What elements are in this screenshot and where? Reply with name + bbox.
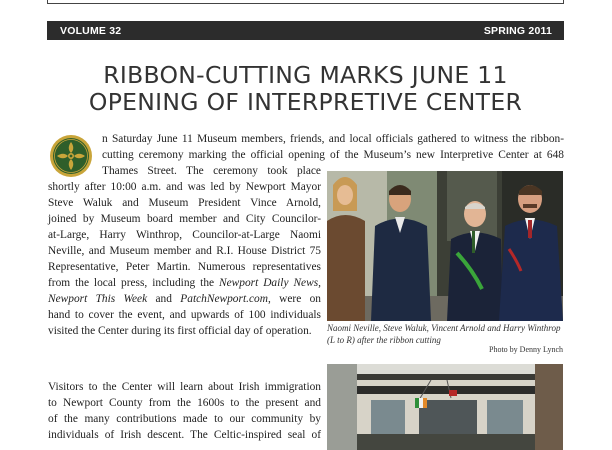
article-line: from the local press, including the Newport Daily News, <box>48 277 321 289</box>
ribbon-cutting-photo <box>327 171 563 321</box>
article-line: of the many contributions made to our community by <box>48 413 321 425</box>
photo-caption: Naomi Neville, Steve Waluk, Vincent Arnold and Harry Winthrop (L to R) after the ribbon cutting <box>327 323 561 345</box>
article-line: joined by Museum board member and City Councilor- <box>48 213 321 225</box>
article-paragraph-2 <box>48 379 321 443</box>
article-line: Representative, Peter Martin. Numerous representatives <box>48 261 321 273</box>
article-line: Visitors to the Center will learn about Irish immigration <box>48 381 321 393</box>
article-line: Steve Waluk and Museum President Vince Arnold, <box>48 197 321 209</box>
article-line: n Saturday June 11 Museum members, friends, and local officials gathered to witness the ribbon- <box>102 133 564 145</box>
article-intro <box>102 131 564 163</box>
publication-name: Newport This Week <box>48 293 148 305</box>
volume-label: VOLUME 32 <box>60 25 122 37</box>
masthead-band <box>47 21 564 40</box>
article-headline <box>47 62 564 116</box>
headline-line-1: RIBBON-CUTTING MARKS JUNE 11 <box>103 61 508 89</box>
headline-line-2: OPENING OF INTERPRETIVE CENTER <box>88 88 523 116</box>
season-label: SPRING 2011 <box>483 25 552 37</box>
celtic-seal-icon <box>49 134 93 178</box>
photo-credit: Photo by Denny Lynch <box>489 345 563 354</box>
article-line: hand to cover the event, and upwards of 100 individuals <box>48 309 321 321</box>
article-line: shortly after 10:00 a.m. and was led by Newport Mayor <box>48 181 321 193</box>
publication-name: Newport Daily News, <box>219 277 321 289</box>
article-line: at-Large, Harry Winthrop, Councilor-at-Large Naomi <box>48 229 321 241</box>
publication-name: PatchNewport.com <box>180 293 268 305</box>
article-line: individuals of Irish descent. The Celtic-inspired seal of <box>48 429 321 441</box>
article-column <box>48 179 321 339</box>
interpretive-center-photo <box>327 364 563 450</box>
article-line: Neville, and Museum member and R.I. House District 75 <box>48 245 321 257</box>
article-line: visited the Center during its first official day of operation. <box>48 325 312 337</box>
article-intro-cont <box>102 163 321 179</box>
top-frame-rule <box>47 0 564 4</box>
article-line: to Newport County from the 1600s to the present and <box>48 397 321 409</box>
article-line: cutting ceremony marking the official opening of the Museum’s new Interpretive Center at 648 <box>102 149 564 161</box>
article-line: Newport This Week and PatchNewport.com, were on <box>48 293 321 305</box>
article-line: Thames Street. The ceremony took place <box>102 165 321 177</box>
